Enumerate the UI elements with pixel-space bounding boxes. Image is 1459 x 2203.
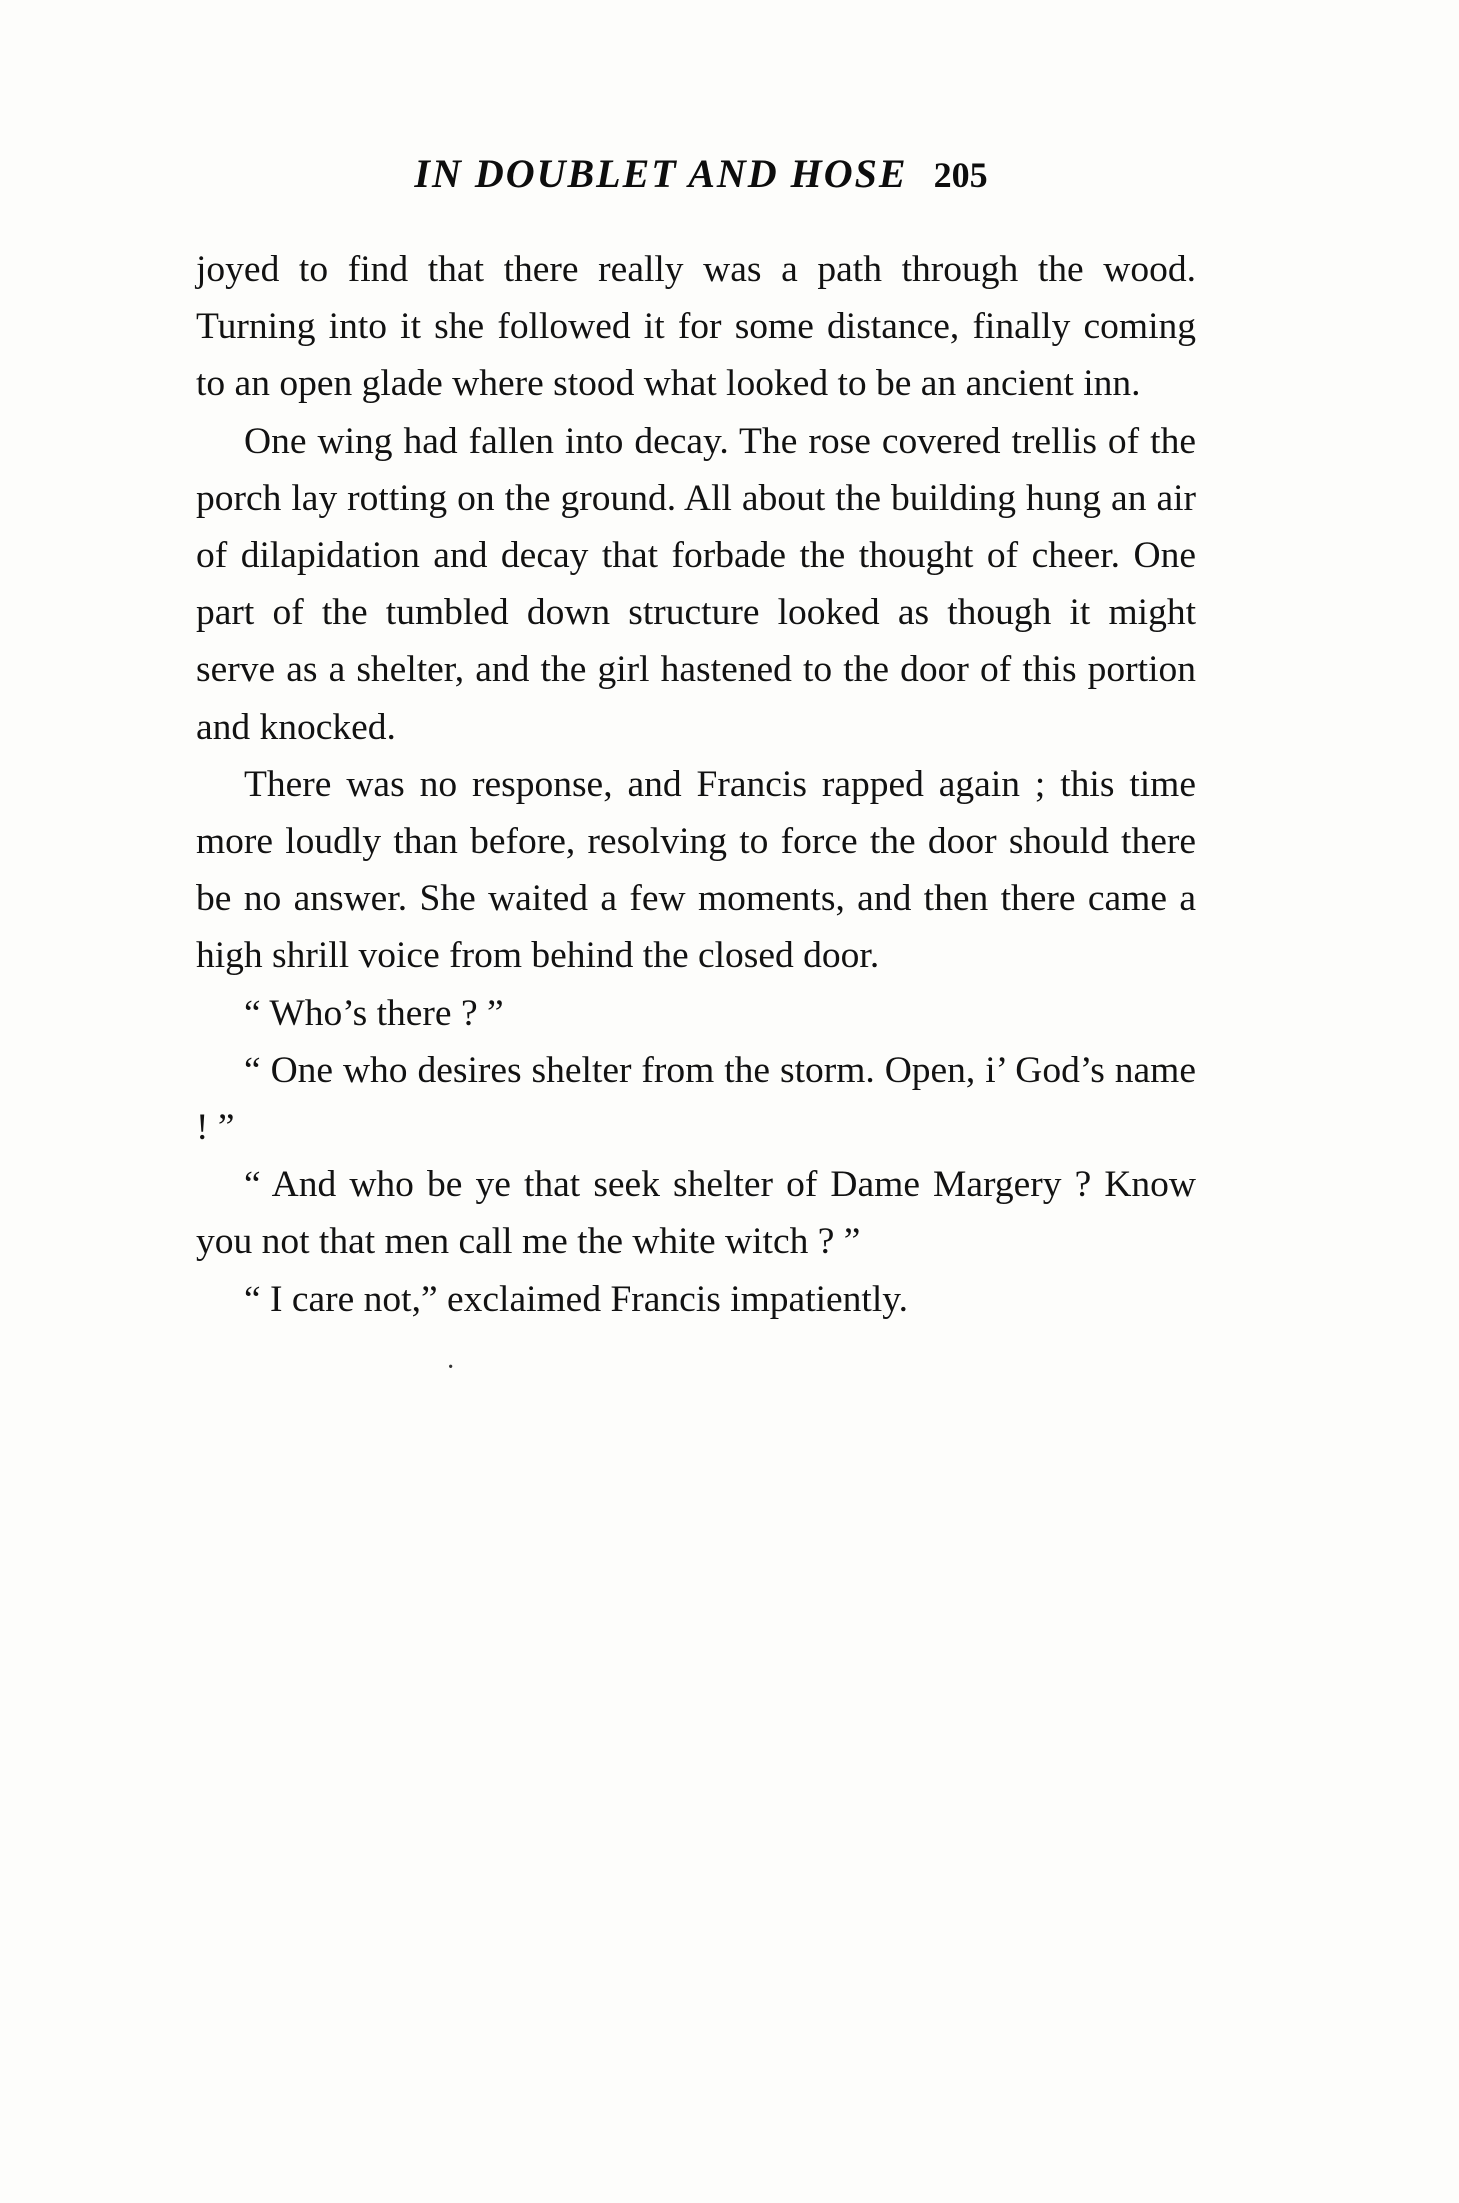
running-head-title: IN DOUBLET AND HOSE: [414, 151, 908, 196]
end-mark: ·: [446, 1351, 456, 1383]
running-head: [196, 150, 1196, 197]
page-number: 205: [933, 155, 988, 195]
paragraph-7: “ I care not,” exclaimed Francis impatiently.: [244, 1278, 908, 1320]
page-content: [196, 150, 1196, 1383]
paragraph-1: joyed to find that there really was a path through the wood. Turning into it she followed it for some distance, finally coming to an open glade where stood what looked to be an ancient inn.: [196, 249, 1196, 405]
paragraph-5: “ One who desires shelter from the storm. Open, i’ God’s name ! ”: [196, 1049, 1196, 1149]
body-text: [196, 241, 1196, 1328]
paragraph-3: There was no response, and Francis rapped again ; this time more loudly than before, resolving to force the door should there be no answer. She waited a few moments, and then there came a high shrill voice from behind the closed door.: [196, 763, 1196, 977]
paragraph-6: “ And who be ye that seek shelter of Dame Margery ? Know you not that men call me the white witch ? ”: [196, 1164, 1196, 1263]
paragraph-2: One wing had fallen into decay. The rose covered trellis of the porch lay rotting on the ground. All about the building hung an air of dilapidation and decay that forbade the thought of cheer. One part of the tumbled down structure looked as though it might serve as a shelter, and the girl hastened to the door of this portion and knocked.: [196, 420, 1196, 748]
paragraph-4: “ Who’s there ? ”: [244, 992, 504, 1034]
